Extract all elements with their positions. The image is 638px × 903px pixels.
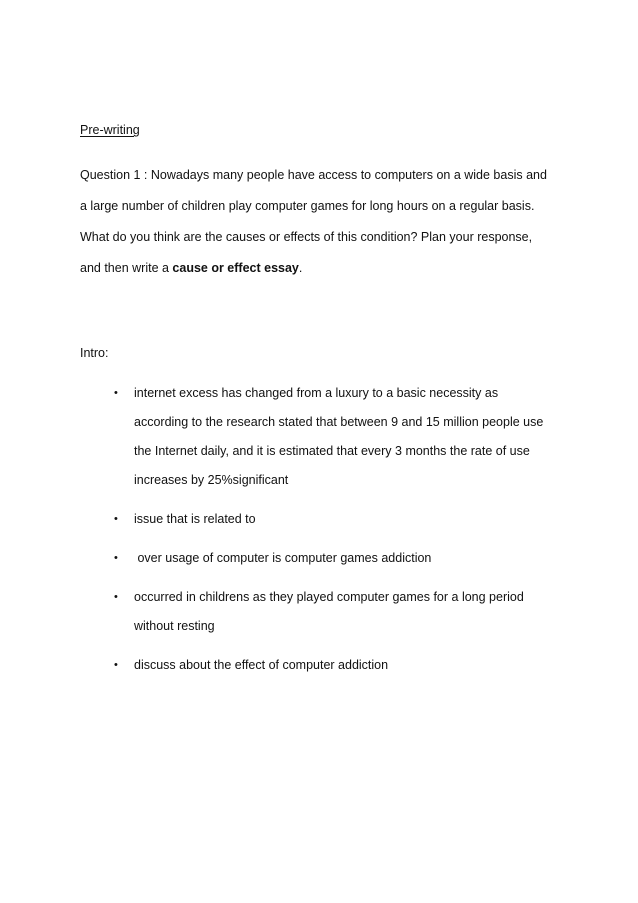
intro-bullet-list [114,379,574,690]
bullet-icon: • [114,513,118,525]
section-heading: Pre-writing [80,123,140,137]
list-item-text [134,583,574,641]
list-item [114,505,574,534]
list-item-text [134,379,574,495]
question-bold-text: cause or effect essay [172,261,299,275]
question-text: . [298,261,303,275]
list-item-line: discuss about the effect of computer addiction [134,658,389,672]
list-item-line: without resting [134,619,215,633]
bullet-icon: • [114,552,118,564]
list-item [114,651,574,680]
list-item [114,544,574,573]
list-item-line: the Internet daily, and it is estimated that every 3 months the rate of use [134,444,530,458]
list-item [114,583,574,641]
bullet-icon: • [114,591,118,603]
list-item-line: according to the research stated that between 9 and 15 million people use [134,415,544,429]
list-item-text [134,651,574,680]
bullet-icon: • [114,387,118,399]
intro-label: Intro: [80,346,109,360]
list-item-text [134,544,574,573]
question-line-last [80,253,580,284]
list-item-line: increases by 25%significant [134,473,289,487]
question-line: What do you think are the causes or effects of this condition? Plan your response, [80,230,533,244]
list-item-line: over usage of computer is computer games addiction [134,551,432,565]
question-line: a large number of children play computer games for long hours on a regular basis. [80,199,535,213]
bullet-icon: • [114,659,118,671]
list-item-line: issue that is related to [134,512,256,526]
list-item-text [134,505,574,534]
question-line: Question 1 : Nowadays many people have access to computers on a wide basis and [80,168,547,182]
question-paragraph [80,160,580,284]
list-item [114,379,574,495]
list-item-line: internet excess has changed from a luxury to a basic necessity as [134,386,499,400]
list-item-line: occurred in childrens as they played computer games for a long period [134,590,524,604]
question-text: and then write a [80,261,173,275]
